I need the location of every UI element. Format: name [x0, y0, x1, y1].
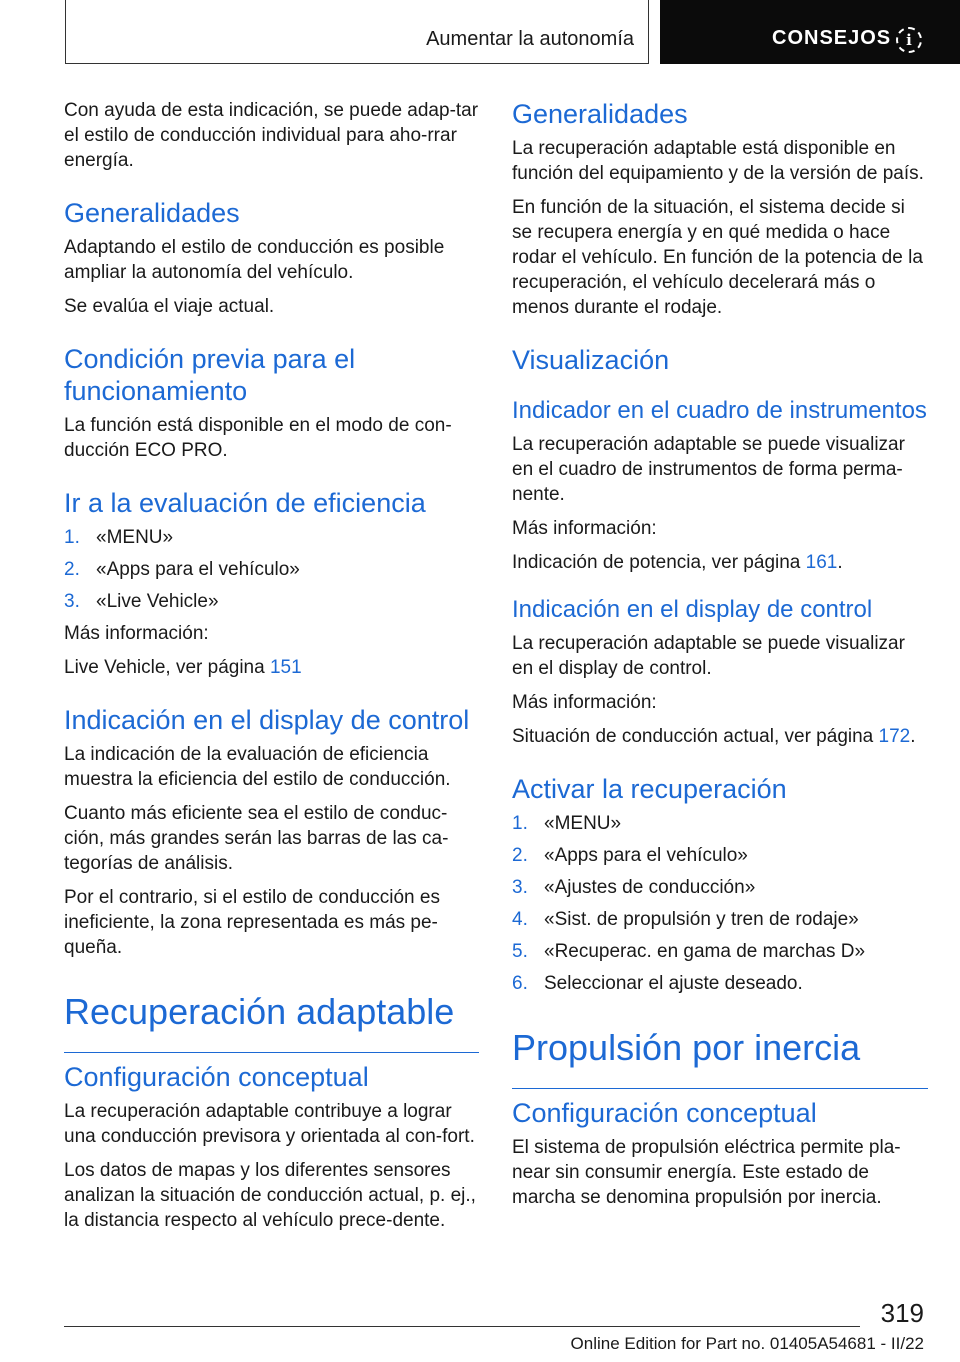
section-divider: [64, 1052, 479, 1053]
heading-indicador: Indicador en el cuadro de instrumentos: [512, 397, 927, 424]
paragraph: La recuperación adaptable se puede visualizar en el display de control.: [512, 633, 905, 679]
step-item: [512, 843, 928, 868]
step-text: «MENU»: [544, 813, 622, 834]
step-item: [512, 939, 928, 964]
reference-end: .: [837, 552, 843, 573]
paragraph: La indicación de la evaluación de eficiencia muestra la eficiencia del estilo de conducción.: [64, 744, 451, 790]
reference-text: Indicación de potencia, ver página: [512, 552, 806, 573]
step-text: «Apps para el vehículo»: [96, 559, 300, 580]
header-chapter-title: CONSEJOS: [772, 27, 892, 49]
step-text: Seleccionar el ajuste deseado.: [544, 973, 803, 994]
step-number: 2.: [64, 559, 80, 580]
page-reference: [512, 724, 928, 749]
more-info-label: Más información:: [512, 518, 657, 539]
paragraph: Adaptando el estilo de conducción es posible ampliar la autonomía del vehículo.: [64, 237, 445, 283]
step-item: [64, 557, 479, 582]
more-info-label: Más información:: [64, 623, 209, 644]
reference-text: Live Vehicle, ver página: [64, 657, 270, 678]
reference-text: Situación de conducción actual, ver página: [512, 726, 879, 747]
paragraph: En función de la situación, el sistema decide si se recupera energía y en qué medida o hace rodar el vehículo. En función de la potencia de la recuperación, el vehículo decelerará más o menos durante el rodaje.: [512, 197, 923, 318]
page-link[interactable]: 151: [269, 657, 302, 678]
heading-recuperacion-adaptable: Recuperación adaptable: [64, 991, 455, 1032]
paragraph: Por el contrario, si el estilo de conducción es ineficiente, la zona representada es más pe-queña.: [64, 887, 440, 958]
step-number: 2.: [512, 845, 528, 866]
step-item: [512, 875, 928, 900]
heading-propulsion: Propulsión por inercia: [512, 1027, 861, 1068]
header-chapter-tab[interactable]: [660, 0, 960, 64]
step-number: 4.: [512, 909, 528, 930]
heading-indicacion: Indicación en el display de control: [64, 705, 470, 735]
step-text: «Recuperac. en gama de marchas D»: [544, 941, 866, 962]
header-section-tab: [65, 0, 649, 64]
step-item: [512, 907, 928, 932]
page-link[interactable]: 161: [805, 552, 838, 573]
header-section-title: Aumentar la autonomía: [426, 28, 634, 50]
step-number: 1.: [64, 527, 80, 548]
heading-generalidades: Generalidades: [64, 198, 240, 228]
section-divider: [512, 1088, 928, 1089]
step-text: «Sist. de propulsión y tren de rodaje»: [544, 909, 859, 930]
step-text: «Live Vehicle»: [96, 591, 219, 612]
step-number: 3.: [512, 877, 528, 898]
edition-footer: Online Edition for Part no. 01405A54681 - II/22: [570, 1334, 924, 1353]
step-number: 3.: [64, 591, 80, 612]
heading-generalidades: Generalidades: [512, 99, 688, 129]
paragraph: El sistema de propulsión eléctrica permite pla-near sin consumir energía. Este estado de marcha se denomina propulsión por inercia.: [512, 1137, 901, 1208]
page-number: 319: [880, 1298, 924, 1328]
paragraph: La función está disponible en el modo de con-ducción ECO PRO.: [64, 415, 452, 461]
paragraph: La recuperación adaptable contribuye a lograr una conducción previsora y orientada al con-fort.: [64, 1101, 475, 1147]
paragraph: La recuperación adaptable se puede visualizar en el cuadro de instrumentos de forma perma-nente.: [512, 434, 905, 505]
step-item: [512, 811, 928, 836]
step-number: 5.: [512, 941, 528, 962]
heading-configuracion: Configuración conceptual: [512, 1098, 817, 1128]
step-item: [64, 589, 479, 614]
paragraph: Los datos de mapas y los diferentes sensores analizan la situación de conducción actual, p. ej., la distancia respecto al vehículo prece-dente.: [64, 1160, 476, 1231]
step-number: 1.: [512, 813, 528, 834]
reference-end: .: [910, 726, 916, 747]
heading-visualizacion: Visualización: [512, 345, 670, 375]
paragraph: La recuperación adaptable está disponible en función del equipamiento y de la versión de país.: [512, 138, 924, 184]
step-text: «MENU»: [96, 527, 174, 548]
heading-evaluacion: Ir a la evaluación de eficiencia: [64, 488, 426, 518]
page-reference: [512, 550, 928, 575]
heading-condicion: Condición previa para el funcionamiento: [64, 344, 356, 406]
heading-configuracion: Configuración conceptual: [64, 1062, 369, 1092]
footer-divider: [64, 1326, 860, 1327]
left-column: [64, 98, 479, 1242]
page-reference: [64, 655, 479, 680]
info-icon: i: [896, 27, 922, 53]
step-item: [64, 525, 479, 550]
paragraph: Se evalúa el viaje actual.: [64, 296, 275, 317]
page-link[interactable]: 172: [878, 726, 911, 747]
right-column: [512, 98, 928, 1219]
step-number: 6.: [512, 973, 528, 994]
step-item: [512, 971, 928, 996]
intro-paragraph: Con ayuda de esta indicación, se puede adap-tar el estilo de conducción individual para aho-rrar energía.: [64, 100, 479, 171]
more-info-label: Más información:: [512, 692, 657, 713]
step-text: «Apps para el vehículo»: [544, 845, 748, 866]
step-text: «Ajustes de conducción»: [544, 877, 756, 898]
heading-activar: Activar la recuperación: [512, 774, 787, 804]
paragraph: Cuanto más eficiente sea el estilo de conduc-ción, más grandes serán las barras de las ca-tegorías de análisis.: [64, 803, 449, 874]
heading-display: Indicación en el display de control: [512, 596, 873, 623]
